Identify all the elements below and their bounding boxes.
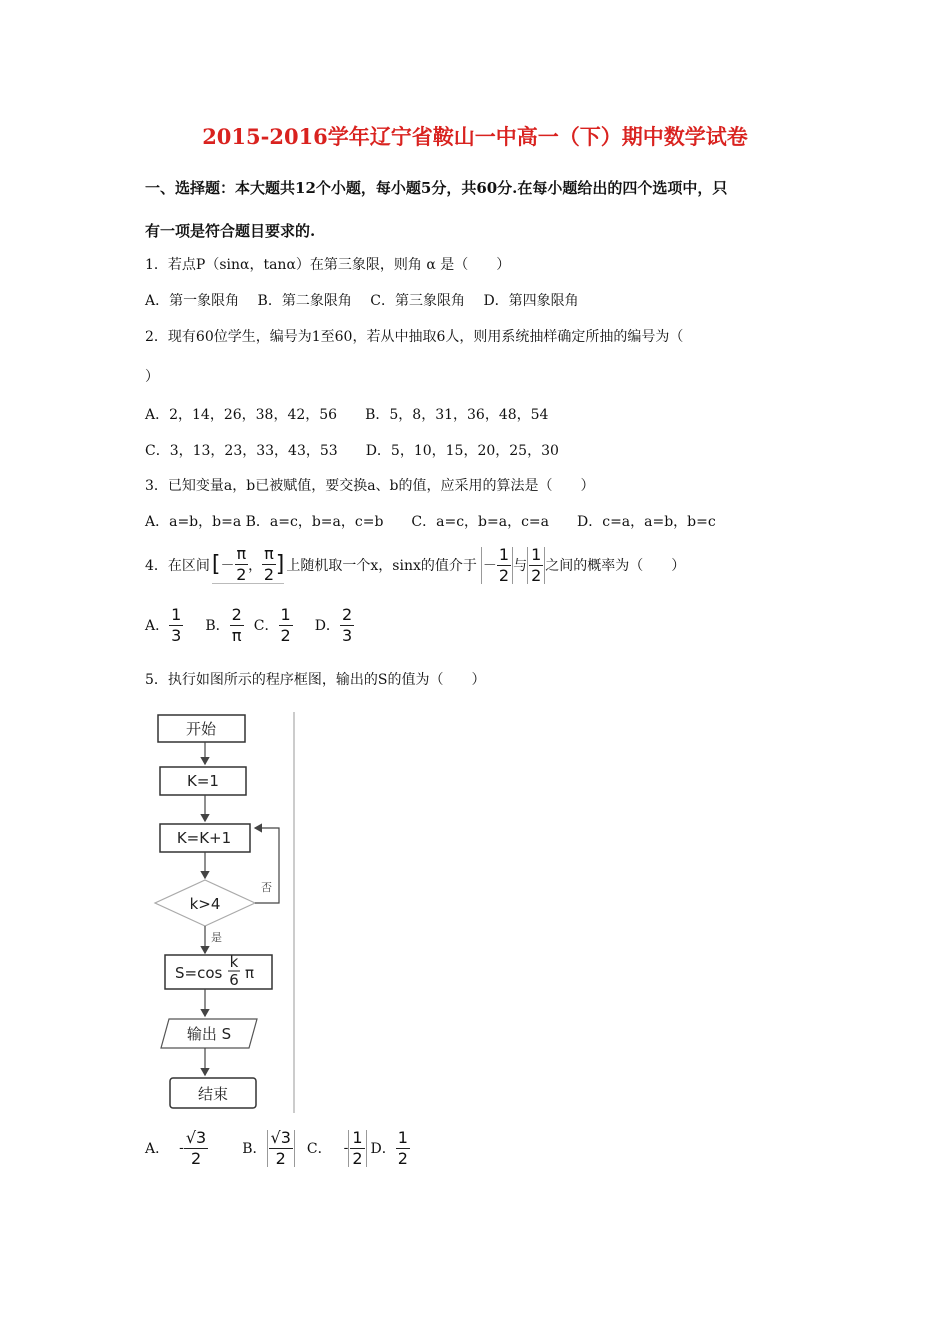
question-2-options-cd: C．3，13，23，33，43，53 D．5，10，15，20，25，30	[145, 443, 559, 459]
section-heading-line2: 有一项是符合题目要求的.	[145, 222, 316, 240]
flow-assign-den: 6	[229, 971, 239, 989]
q5-option-d-value: $\frac{1}{2}$	[397, 1127, 408, 1168]
q4-bracket-open: [	[211, 552, 221, 577]
q4-neg-half: － $\frac{1}{2}$	[481, 547, 513, 584]
section-heading-line1: 一、选择题：本大题共12个小题，每小题5分，共60分.在每小题给出的四个选项中，只	[145, 179, 728, 197]
flow-assign-pre: S=cos	[175, 964, 223, 982]
q5-option-c-label: C．	[306, 1141, 332, 1157]
question-1-stem: 1．若点P（sinα，tanα）在第三象限，则角 α 是（ ）	[145, 257, 511, 273]
flow-end-label: 结束	[197, 1085, 229, 1103]
q5-option-d-label: D．	[370, 1141, 396, 1157]
flow-init-label: K=1	[187, 772, 219, 790]
question-5-stem: 5．执行如图所示的程序框图，输出的S的值为（ ）	[145, 672, 486, 688]
flow-output-label: 输出 S	[186, 1025, 232, 1043]
q4-option-c-value: $\frac{1}{2}$	[280, 604, 291, 645]
q4-option-c-label: C．	[253, 618, 279, 634]
q5-option-b-value: $\frac{√3}{2}$	[267, 1130, 295, 1167]
page-title: 2015-2016学年辽宁省鞍山一中高一（下）期中数学试卷	[202, 124, 748, 149]
q5-option-a-sign: -	[179, 1140, 184, 1156]
question-2-options-ab: A．2，14，26，38，42，56 B．5，8，31，36，48，54	[145, 407, 549, 423]
q5-option-a-value: $\frac{√3}{2}$	[185, 1127, 207, 1168]
q4-frac-neg-pi-half: $\frac{\pi}{2}$	[236, 544, 247, 584]
q4-frac-pi-half: $\frac{\pi}{2}$	[263, 544, 275, 584]
flow-condition-label: k>4	[189, 895, 221, 913]
q5-option-b-label: B．	[242, 1141, 267, 1157]
question-1-options: A．第一象限角 B．第二象限角 C．第三象限角 D．第四象限角	[145, 293, 579, 309]
q4-option-a-label: A．	[145, 618, 170, 634]
q4-neg: －	[220, 557, 235, 574]
question-5-options	[145, 1125, 410, 1171]
q4-bracket-close: ]	[275, 552, 285, 577]
q4-option-b-label: B．	[205, 618, 230, 634]
q4-option-a-value: $\frac{1}{3}$	[171, 604, 182, 645]
flow-yes-label: 是	[211, 931, 222, 944]
question-4-options	[145, 603, 354, 647]
q5-option-c-value: $\frac{1}{2}$	[348, 1130, 366, 1167]
q5-option-c-sign: -	[343, 1140, 349, 1156]
flow-assign-num: k	[229, 953, 239, 971]
flow-no-label: 否	[261, 881, 272, 894]
q4-option-d-label: D．	[314, 618, 340, 634]
flow-step-label: K=K+1	[176, 829, 232, 847]
q5-option-a-label: A．	[145, 1141, 170, 1157]
q4-interval	[212, 546, 284, 584]
question-4-stem	[145, 543, 685, 587]
q4-and: 与	[513, 558, 528, 574]
flow-start-label: 开始	[185, 720, 217, 738]
q4-frac-neg-half: $\frac{1}{2}$	[498, 544, 510, 585]
q4-option-b-value: $\frac{2}{\pi}$	[231, 604, 242, 645]
question-2-stem-close: ）	[145, 369, 159, 385]
flowchart	[143, 710, 298, 1115]
q4-suffix: 之间的概率为（ ）	[545, 558, 686, 574]
q4-option-d-value: $\frac{2}{3}$	[341, 604, 353, 645]
q4-comma: ，	[248, 557, 263, 574]
question-2-stem: 2．现有60位学生，编号为1至60，若从中抽取6人，则用系统抽样确定所抽的编号为（	[145, 329, 684, 345]
question-3-options: A．a=b，b=a B．a=c，b=a，c=b C．a=c，b=a，c=a D．c=a，a=b，b=c	[145, 514, 716, 530]
flow-assign-post: π	[245, 964, 255, 982]
q4-prefix: 4．在区间	[145, 558, 210, 574]
q4-frac-half: $\frac{1}{2}$	[527, 547, 545, 584]
q4-mid: 上随机取一个x，sinx的值介于	[286, 558, 477, 574]
question-3-stem: 3．已知变量a，b已被赋值，要交换a、b的值，应采用的算法是（ ）	[145, 478, 595, 494]
